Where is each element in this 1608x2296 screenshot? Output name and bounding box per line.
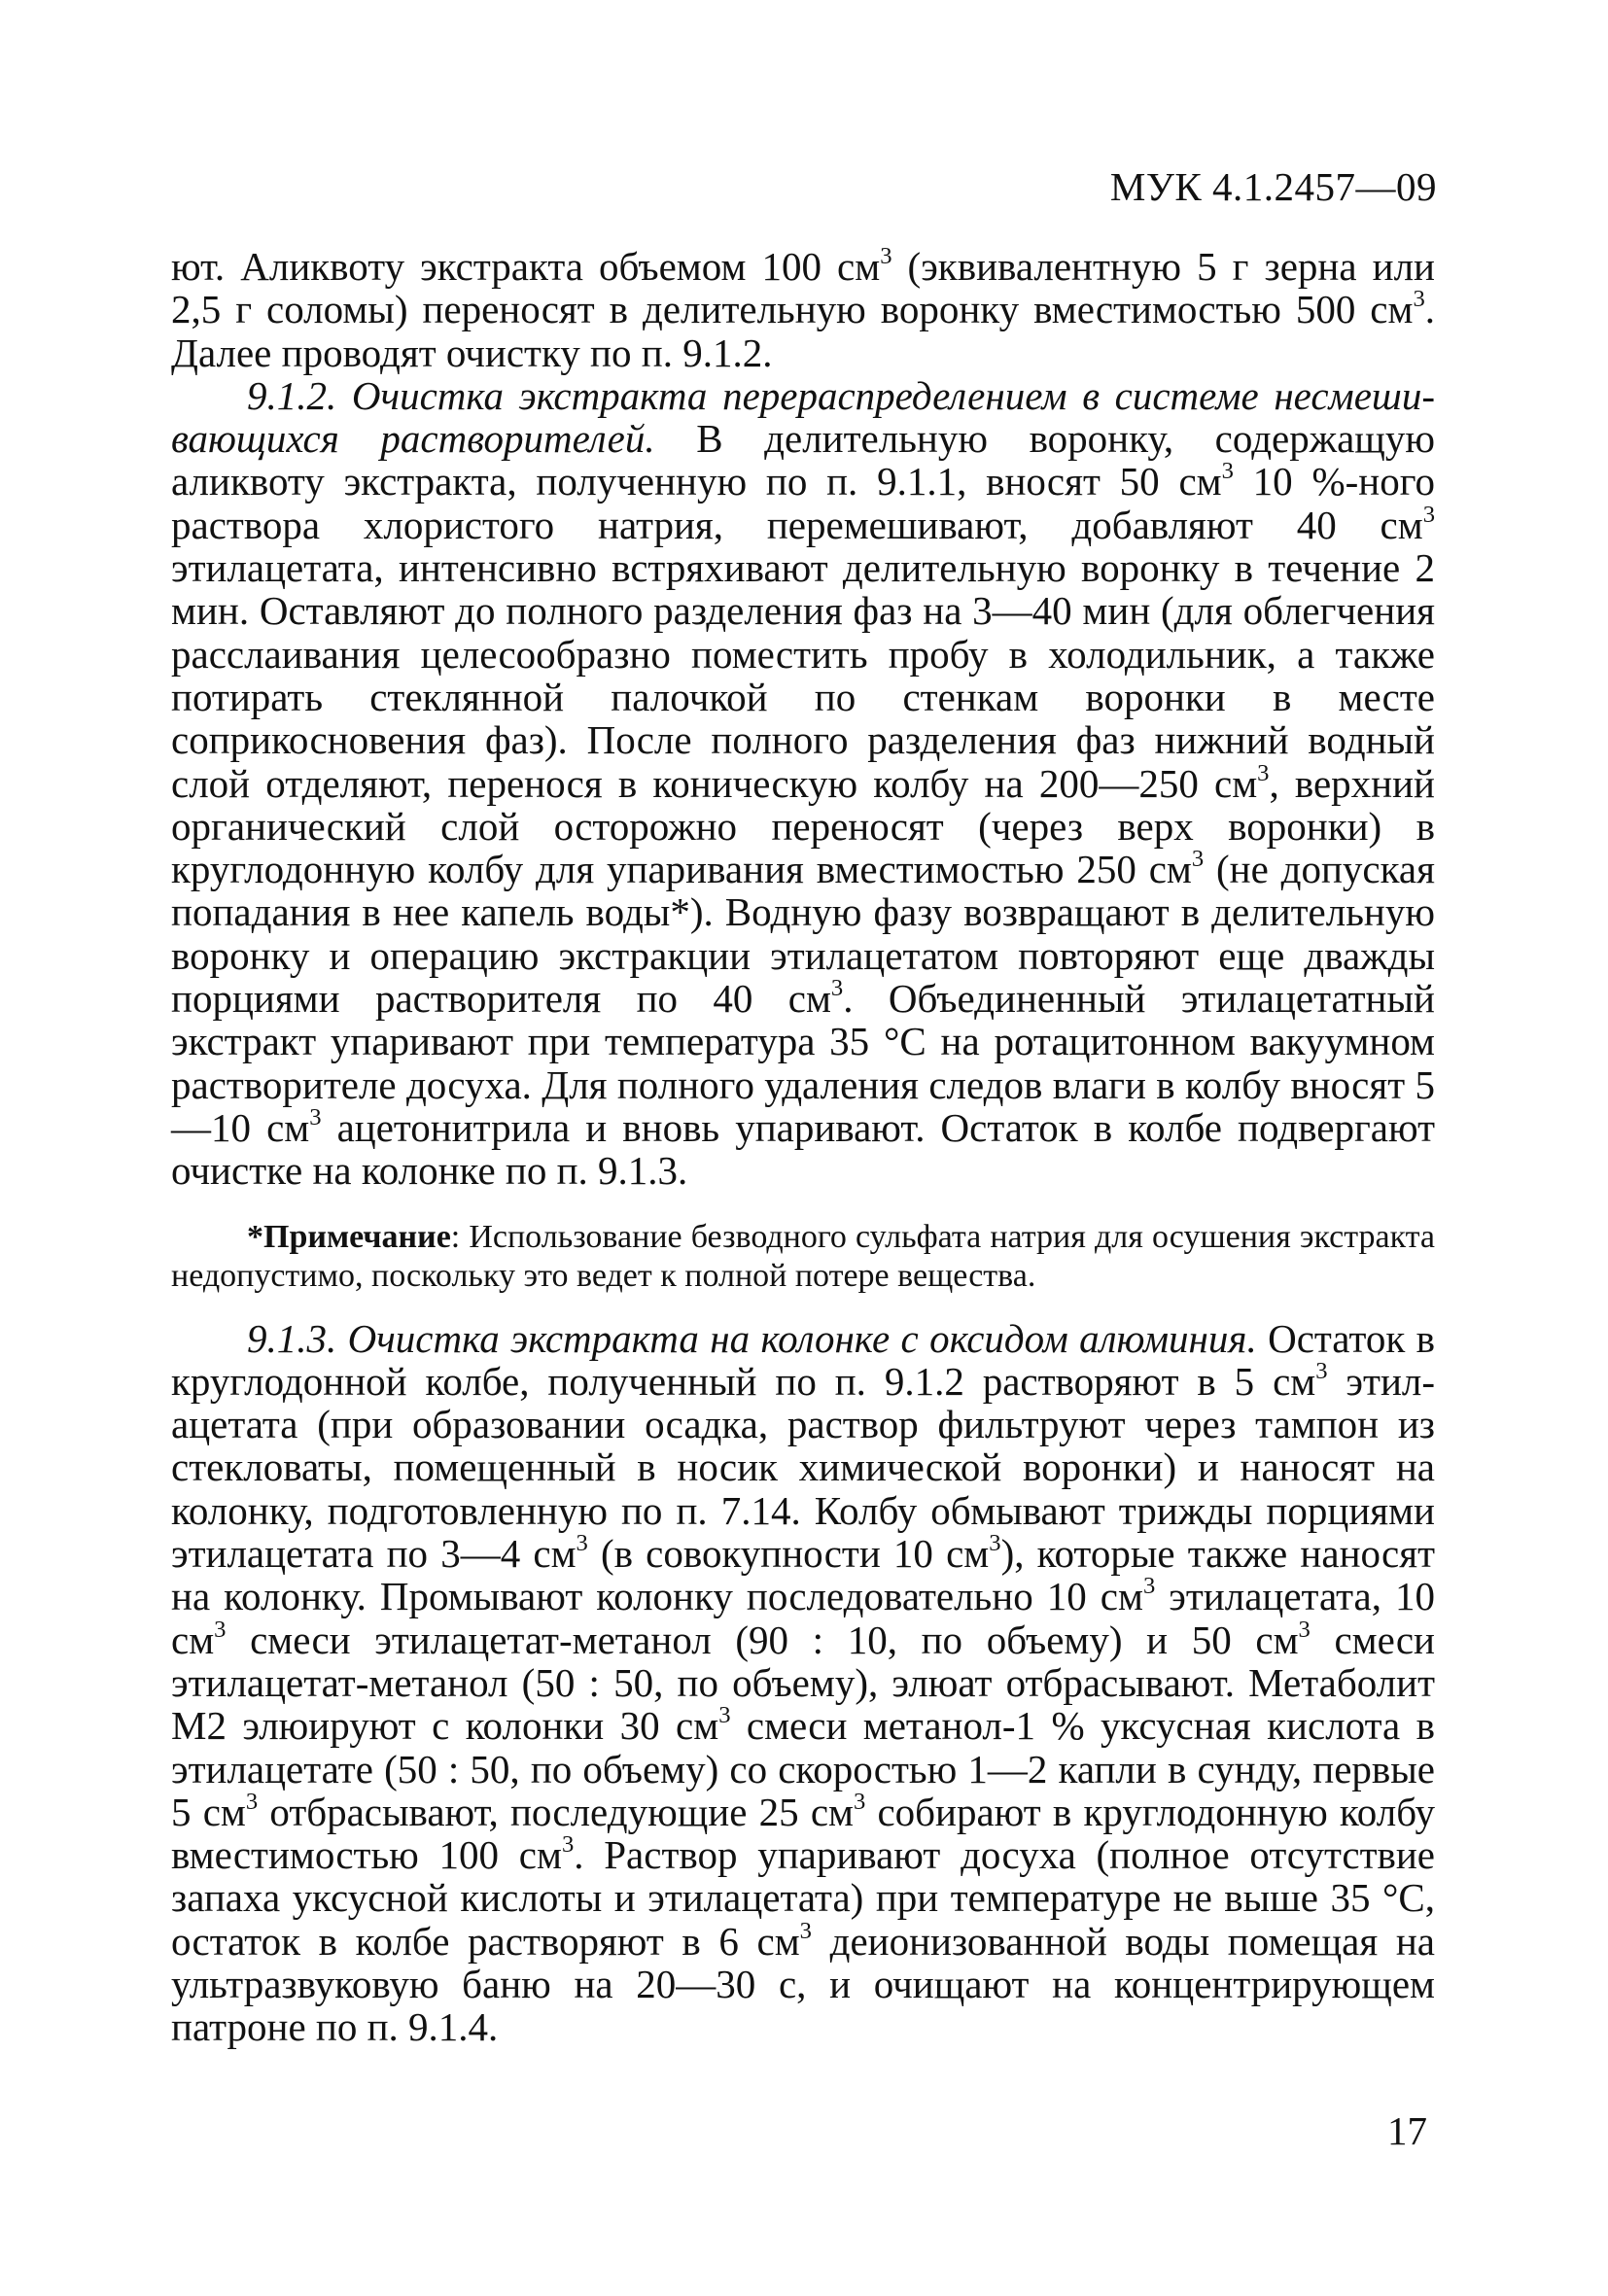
paragraph-section-9-1-2 [171,374,1435,1193]
superscript: 3 [561,1830,575,1858]
text-run: этилацетата, интенсивно встряхивают делительную воронку в течение 2 мин. Оставляют до полного разделения фаз на 3—40 мин (для облегчения расслаивания целесообразно поместить пробу в холодильник, а также потирать стеклянной палочкой по стенкам воронки в месте соприкосновения фаз). После полного разделения фаз нижний водный слой отделяют, перенося в коническую колбу на 200—250 см [171,545,1435,806]
superscript: 3 [1191,845,1205,872]
text-run: деионизованной воды помещая на ультразвуковую баню на 20—30 с, и очищают на концентрирующем патроне по п. 9.1.4. [171,1918,1435,2050]
text-run: (не допуская попадания в нее капель воды*). Водную фазу возвращают в делительную воронку и операцию экстракции этилацетатом повторяют еще дважды порциями растворителя по 40 см [171,847,1435,1022]
paragraph-aliquot [171,242,1435,375]
superscript: 3 [245,1788,259,1815]
text-run: смеси метанол-1 % уксусная кислота в этилацетате (50 : 50, по объему) со скоростью 1—2 капли в сунду, первые 5 см [171,1703,1435,1834]
superscript: 3 [1298,1616,1311,1643]
text-run: . Объединенный этилацетатный экстракт упаривают при температура 35 °С на ротацитонном вакуумном растворителе досуха. Для полного удаления следов влаги в колбу вносят 5—10 см [171,976,1435,1150]
text-run: собирают в круглодонную колбу вместимостью 100 см [171,1789,1435,1878]
text-run: этилацетата (при образовании осадка, раствор фильтруют через тампон из стекловаты, помещенный в носик химической воронки) и наносят на колонку, подготовленную по п. 7.14. Колбу обмывают трижды порциями этилацетата по 3—4 см [171,1358,1435,1577]
superscript: 3 [1142,1573,1156,1600]
document-code-header: МУК 4.1.2457—09 [1109,164,1437,209]
superscript: 3 [309,1103,322,1131]
text-run: отбрасывают, последующие 25 см [258,1789,854,1834]
text-run: ацетонитрила и вновь упаривают. Остаток в колбе подвергают очистке на колонке по п. 9.1.3. [171,1104,1435,1194]
text-run: 10 %-ного раствора хлористого натрия, перемешивают, добавляют 40 см [171,459,1435,547]
superscript: 3 [989,1529,1001,1556]
superscript: 3 [1221,458,1234,485]
superscript: 3 [1315,1357,1328,1384]
superscript: 3 [880,242,892,269]
superscript: 3 [718,1701,731,1728]
superscript: 3 [799,1917,812,1944]
superscript: 3 [576,1529,588,1556]
footnote-paragraph [171,1218,1435,1296]
text-run: (эквивалентную 5 г зерна или 2,5 г соломы) переносят в делительную воронку вместимостью 500 см [171,244,1435,332]
text-run: смеси этилацетат-метанол (90 : 10, по объему) и 50 см [226,1617,1299,1662]
footnote-text: : Использование безводного сульфата натрия для осушения экстракта недопустимо, поскольку это ведет к полной потере вещества. [171,1218,1435,1294]
superscript: 3 [1413,286,1425,313]
superscript: 3 [1257,759,1270,786]
text-run: . Раствор упаривают досуха (полное отсутствие запаха уксусной кислоты и этилацетата) при температуре не выше 35 °С, остаток в колбе растворяют в 6 см [171,1832,1435,1964]
text-run: В делительную воронку, содержащую аликвоту экстракта, полученную по п. 9.1.1, вносят 50 см [171,416,1435,504]
section-title-9-1-3: 9.1.3. Очистка экстракта на колонке с оксидом алюминия. [247,1315,1257,1361]
document-body [171,242,1435,2050]
superscript: 3 [1422,501,1435,528]
page-number: 17 [1387,2108,1427,2153]
superscript: 3 [830,974,844,1001]
text-run: ют. Аликвоту экстракта объемом 100 см [171,244,881,289]
superscript: 3 [853,1788,866,1815]
text-run: этилацетата, 10 см [171,1574,1435,1662]
paragraph-section-9-1-3 [171,1317,1435,2049]
text-run: . Далее проводят очистку по п. 9.1.2. [171,287,1435,375]
footnote-label: *Примечание [247,1218,451,1255]
text-run: Остаток в круглодонной колбе, полученный по п. 9.1.2 растворяют в 5 см [171,1315,1435,1404]
text-run: (в совокупности 10 см [587,1531,990,1577]
section-title-9-1-2: 9.1.2. Очистка экстракта перераспределением в системе несмешивающихся растворителей. [171,372,1435,462]
text-run: ), которые также наносят на колонку. Промывают колонку последовательно 10 см [171,1531,1435,1619]
text-run: смеси этилацетат-метанол (50 : 50, по объему), элюат отбрасывают. Метаболит М2 элюируют с колонки 30 см [171,1617,1435,1749]
text-run: , верхний органический слой осторожно переносят (через верх воронки) в круглодонную колбу для упаривания вместимостью 250 см [171,760,1435,892]
superscript: 3 [214,1616,227,1643]
